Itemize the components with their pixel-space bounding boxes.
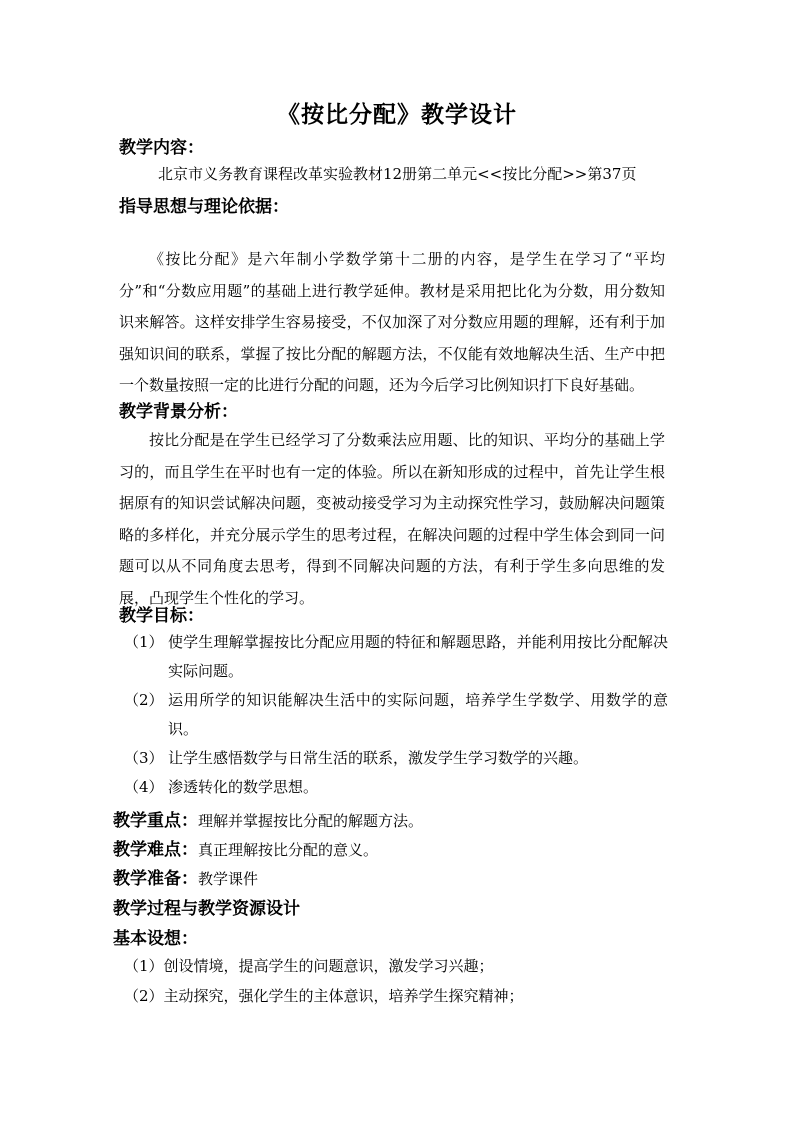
difficulty-label: 教学难点： xyxy=(113,840,198,860)
goal-number: （3） xyxy=(124,749,164,767)
key-point-line xyxy=(113,806,423,831)
preparation-line xyxy=(113,864,258,889)
goal-item xyxy=(124,686,669,744)
document-title: 《按比分配》教学设计 xyxy=(277,102,517,128)
difficulty-line xyxy=(113,835,378,860)
goal-item xyxy=(124,744,669,773)
guiding-paragraph: 《按比分配》是六年制小学数学第十二册的内容，是学生在学习了“平均分”和“分数应用题”的基础上进行教学延伸。教材是采用把比化为分数，用分数知识来解答。这样安排学生容易接受，不仅加深了对分数应用题的理解，还有利于加强知识间的联系，掌握了按比分配的解题方法，不仅能有效地解决生活、生产中把一个数量按照一定的比进行分配的问题，还为今后学习比例知识打下良好基础。 xyxy=(119,250,665,394)
process-heading: 教学过程与教学资源设计 xyxy=(113,899,300,919)
goal-number: （4） xyxy=(124,778,164,796)
goal-text: 渗透转化的数学思想。 xyxy=(168,778,319,796)
goal-text: 运用所学的知识能解决生活中的实际问题，培养学生学数学、用数学的意识。 xyxy=(168,691,668,738)
key-point-value: 理解并掌握按比分配的解题方法。 xyxy=(198,812,424,830)
content-text: 北京市义务教育课程改革实验教材12册第二单元<<按比分配>>第37页 xyxy=(158,165,637,183)
basic-idea-item: （1）创设情境，提高学生的问题意识，激发学习兴趣； xyxy=(124,957,494,975)
goal-text: 使学生理解掌握按比分配应用题的特征和解题思路，并能利用按比分配解决实际问题。 xyxy=(168,633,668,680)
basic-idea-heading: 基本设想： xyxy=(113,929,198,949)
section-heading-guiding: 指导思想与理论依据： xyxy=(119,197,289,217)
goal-number: （2） xyxy=(124,691,164,709)
basic-idea-item: （2）主动探究，强化学生的主体意识，培养学生探究精神； xyxy=(124,987,524,1005)
goal-text: 让学生感悟数学与日常生活的联系，激发学生学习数学的兴趣。 xyxy=(168,749,589,767)
goal-item xyxy=(124,628,669,686)
preparation-value: 教学课件 xyxy=(198,870,259,888)
background-paragraph: 按比分配是在学生已经学习了分数乘法应用题、比的知识、平均分的基础上学习的，而且学生在平时也有一定的体验。所以在新知形成的过程中，首先让学生根据原有的知识尝试解决问题，变被动接受学习为主动探究性学习，鼓励解决问题策略的多样化，并充分展示学生的思考过程，在解决问题的过程中学生体会到同一问题可以从不同角度去思考，得到不同解决问题的方法，有利于学生多向思维的发展，凸现学生个性化的学习。 xyxy=(119,431,665,607)
preparation-label: 教学准备： xyxy=(113,869,198,889)
section-heading-goals: 教学目标： xyxy=(119,606,204,626)
key-point-label: 教学重点： xyxy=(113,811,198,831)
section-heading-background: 教学背景分析： xyxy=(119,402,238,422)
goal-number: （1） xyxy=(124,633,164,651)
goal-item xyxy=(124,773,669,802)
section-heading-content: 教学内容： xyxy=(119,138,204,158)
difficulty-value: 真正理解按比分配的意义。 xyxy=(198,841,379,859)
